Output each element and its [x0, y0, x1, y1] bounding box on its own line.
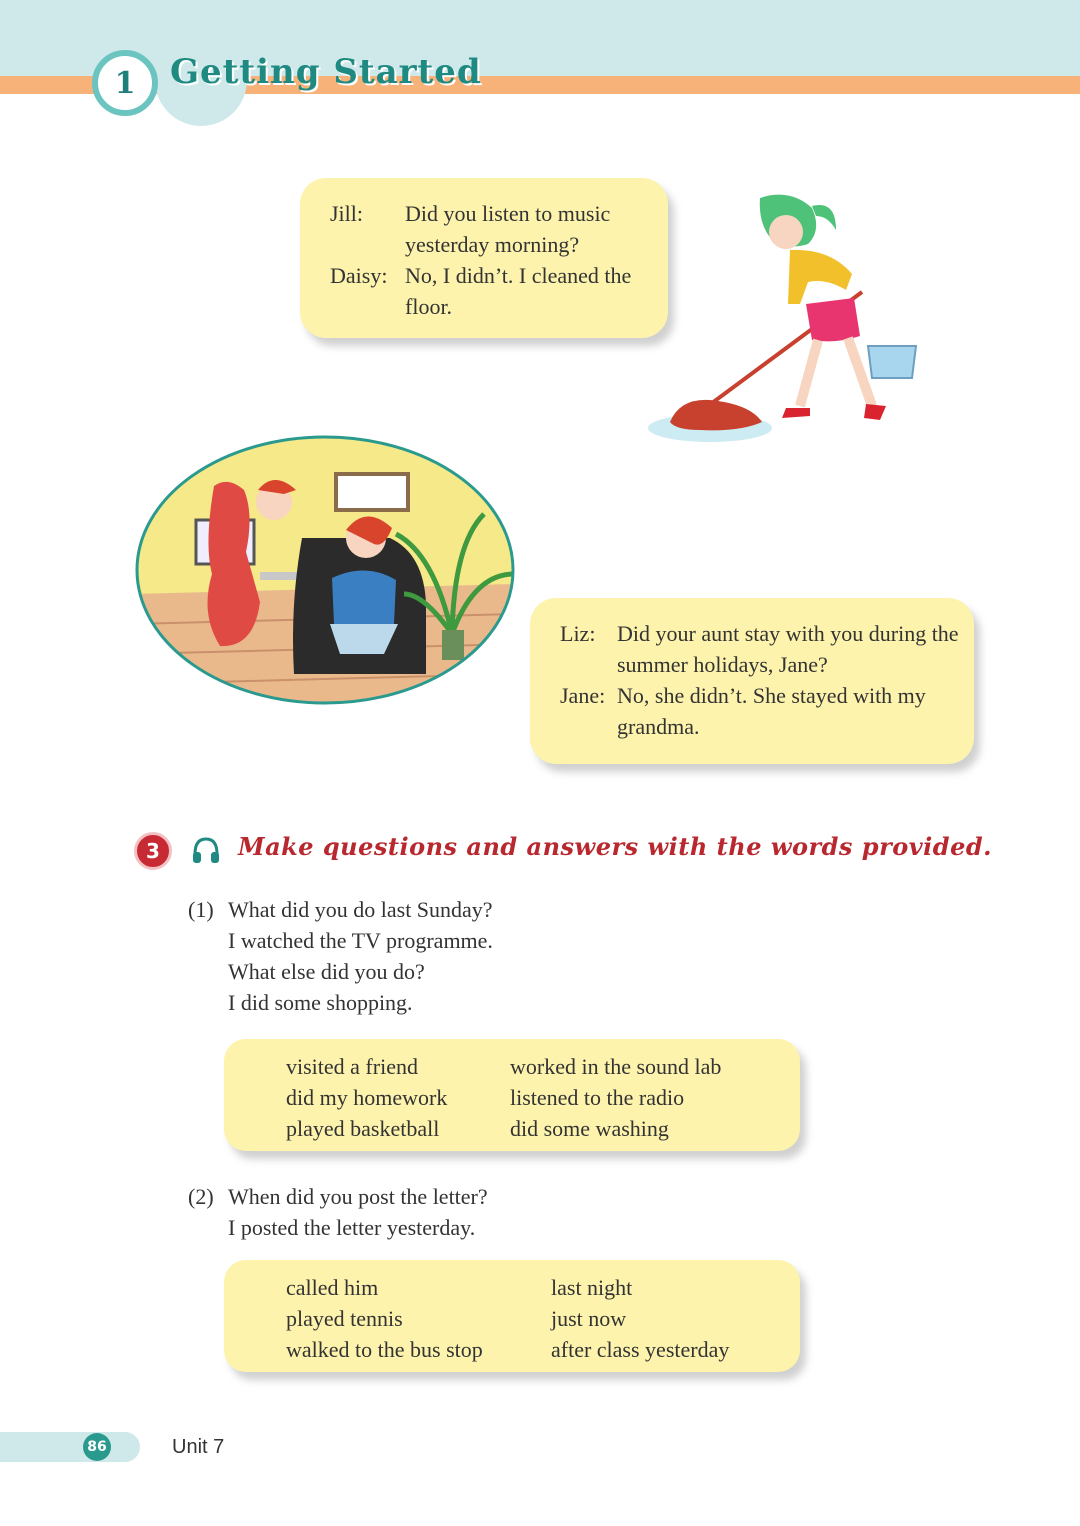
- word-phrase: last night: [551, 1275, 633, 1300]
- word-phrase: visited a friend: [286, 1054, 418, 1079]
- page-title: Getting Started: [170, 52, 482, 92]
- speech-text: Did you listen to music yesterday morning?: [405, 201, 611, 257]
- word-box-2: [224, 1260, 800, 1372]
- exercise-item-1: [188, 894, 748, 1024]
- word-column-right: [551, 1272, 729, 1365]
- word-phrase: did my homework: [286, 1085, 448, 1110]
- exercise-number-badge: 3: [134, 832, 172, 870]
- dialogue-bubble-2: [530, 598, 974, 764]
- example-line: I did some shopping.: [228, 990, 413, 1015]
- unit-label: Unit 7: [172, 1436, 225, 1458]
- item-number: (2): [188, 1184, 214, 1209]
- word-phrase: worked in the sound lab: [510, 1054, 722, 1079]
- page-number: 86: [83, 1433, 111, 1461]
- speaker-name: Liz:: [560, 621, 596, 646]
- dialogue-text: [560, 618, 970, 742]
- example-line: When did you post the letter?: [228, 1184, 488, 1209]
- exercise-item-2: [188, 1181, 748, 1251]
- speech-text: Did your aunt stay with you during the summer holidays, Jane?: [617, 621, 959, 677]
- living-room-illustration: [134, 434, 516, 706]
- word-phrase: called him: [286, 1275, 379, 1300]
- girl-mopping-illustration: [640, 186, 930, 446]
- example-line: What else did you do?: [228, 959, 425, 984]
- word-box-1: [224, 1039, 800, 1151]
- word-column-left: [286, 1272, 483, 1365]
- section-number-badge: 1: [92, 50, 158, 116]
- item-example: [228, 894, 748, 1018]
- example-line: I posted the letter yesterday.: [228, 1215, 476, 1240]
- example-line: I watched the TV programme.: [228, 928, 493, 953]
- dialogue-line: [560, 618, 970, 680]
- footer-band: [0, 1432, 140, 1462]
- word-phrase: played basketball: [286, 1116, 440, 1141]
- dialogue-line: [330, 260, 660, 322]
- word-phrase: listened to the radio: [510, 1085, 685, 1110]
- speech-text: No, she didn’t. She stayed with my grandma.: [617, 683, 926, 739]
- word-column-left: [286, 1051, 447, 1144]
- word-phrase: played tennis: [286, 1306, 403, 1331]
- example-line: What did you do last Sunday?: [228, 897, 493, 922]
- speaker-name: Jill:: [330, 201, 364, 226]
- dialogue-bubble-1: [300, 178, 668, 338]
- word-phrase: did some washing: [510, 1116, 669, 1141]
- item-example: [228, 1181, 748, 1243]
- exercise-instruction: Make questions and answers with the words provided.: [238, 832, 992, 861]
- word-phrase: after class yesterday: [551, 1337, 730, 1362]
- dialogue-text: [330, 198, 660, 322]
- headphones-icon: [190, 834, 222, 866]
- word-column-right: [510, 1051, 721, 1144]
- word-phrase: walked to the bus stop: [286, 1337, 483, 1362]
- dialogue-line: [560, 680, 970, 742]
- dialogue-line: [330, 198, 660, 260]
- speech-text: No, I didn’t. I cleaned the floor.: [405, 263, 632, 319]
- speaker-name: Daisy:: [330, 263, 388, 288]
- word-phrase: just now: [551, 1306, 627, 1331]
- item-number: (1): [188, 897, 214, 922]
- speaker-name: Jane:: [560, 683, 606, 708]
